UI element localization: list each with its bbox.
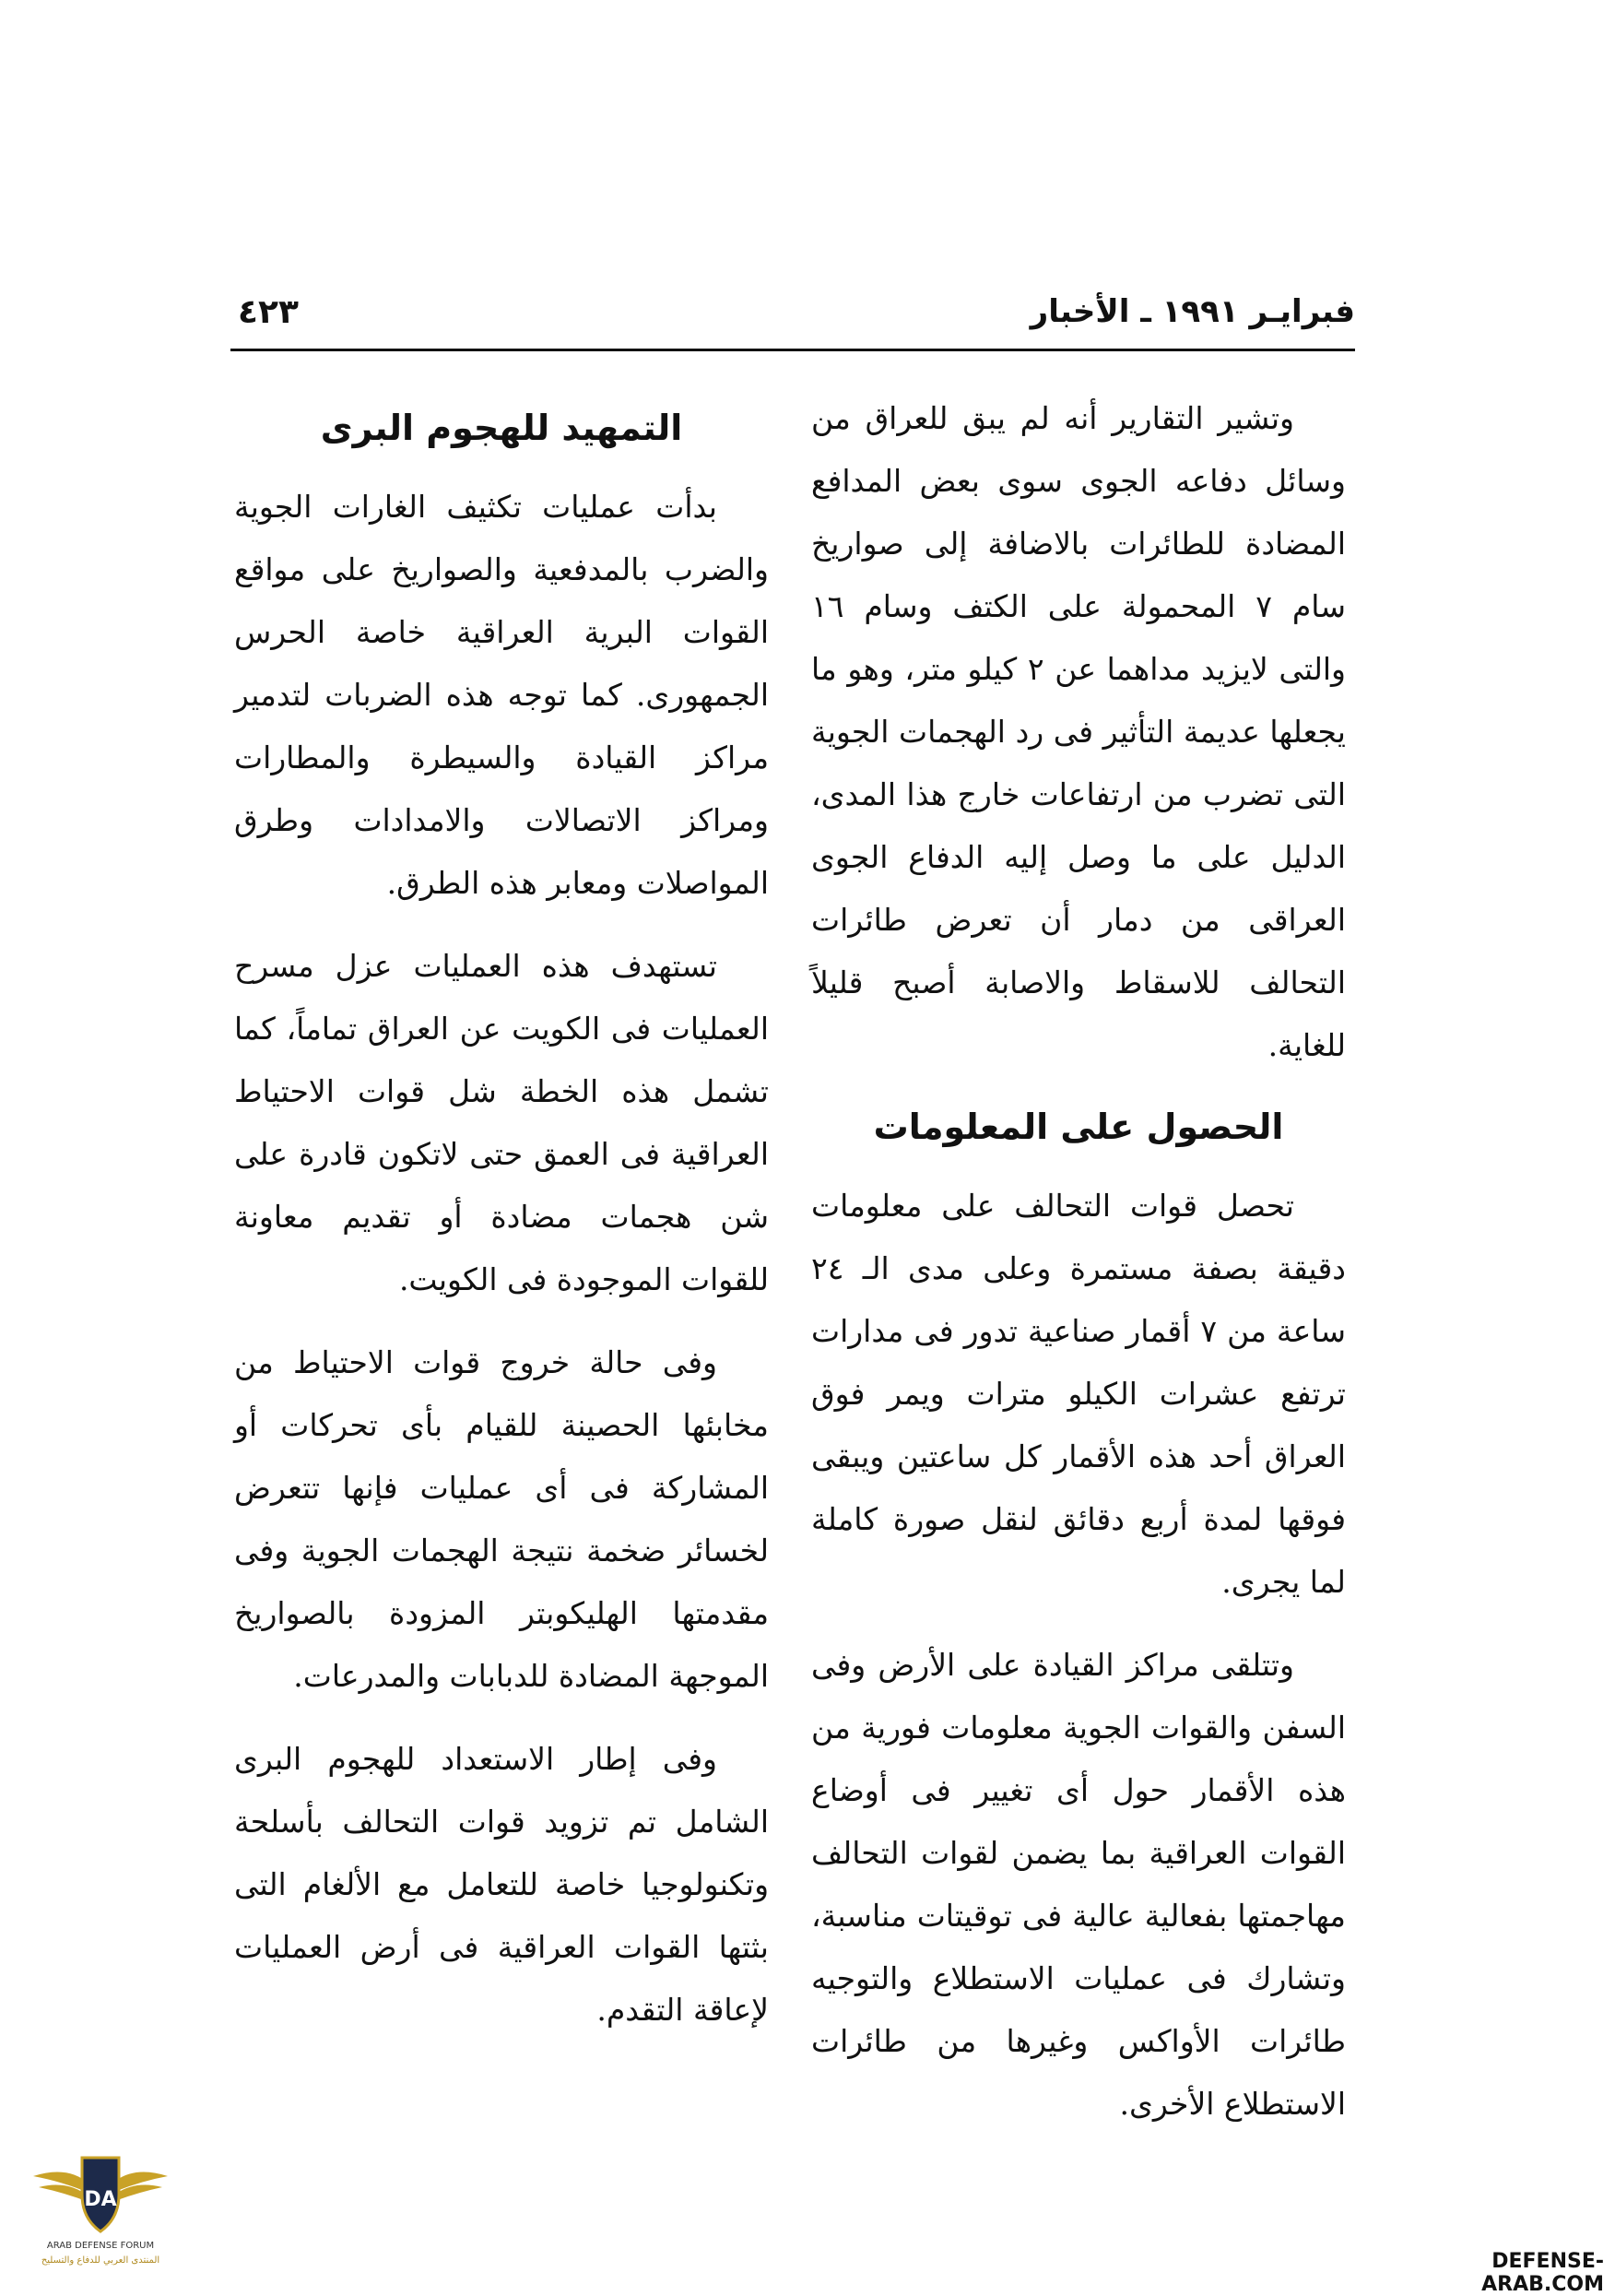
logo-brand-en: ARAB DEFENSE FORUM xyxy=(46,2241,155,2251)
running-header xyxy=(230,293,1355,351)
section-heading: الحصول على المعلومات xyxy=(873,1107,1284,1147)
paragraph: وفى إطار الاستعداد للهجوم البرى الشامل تم تزويد قوات التحالف بأسلحة وتكنولوجيا خاصة للتعامل مع الألغام التى بثتها القوات العراقية فى أرض العمليات لإعاقة التقدم. xyxy=(234,1741,769,2028)
header-title: فبرايـر ١٩٩١ ـ الأخبار xyxy=(1030,293,1355,330)
left-column xyxy=(234,387,769,2062)
section-heading: التمهيد للهجوم البرى xyxy=(320,408,683,448)
logo-brand-ar: المنتدى العربي للدفاع والتسليح xyxy=(41,2255,160,2266)
site-watermark: DEFENSE-ARAB.COM xyxy=(1481,2250,1604,2296)
forum-logo xyxy=(31,2148,170,2278)
eagle-shield-icon xyxy=(31,2148,170,2241)
right-column xyxy=(811,387,1346,2156)
paragraph: تستهدف هذه العمليات عزل مسرح العمليات فى الكويت عن العراق تماماً، كما تشمل هذه الخطة شل قوات الاحتياط العراقية فى العمق حتى لاتكون قادرة على شن هجمات مضادة أو تقديم معاونة للقوات الموجودة فى الكويت. xyxy=(234,948,769,1297)
page-number: ٤٢٣ xyxy=(238,293,299,331)
paragraph: وتتلقى مراكز القيادة على الأرض وفى السفن والقوات الجوية معلومات فورية من هذه الأقمار حول أى تغيير فى أوضاع القوات العراقية بما يضمن لقوات التحالف مهاجمتها بفعالية عالية فى توقيتات مناسبة، وتشارك فى عمليات الاستطلاع والتوجيه طائرات الأواكس وغيرها من طائرات الاستطلاع الأخرى. xyxy=(811,1647,1346,2122)
paragraph: تحصل قوات التحالف على معلومات دقيقة بصفة مستمرة وعلى مدى الـ ٢٤ ساعة من ٧ أقمار صناعية تدور فى مدارات ترتفع عشرات الكيلو مترات ويمر فوق العراق أحد هذه الأقمار كل ساعتين ويبقى فوقها لمدة أربع دقائق لنقل صورة كاملة لما يجرى. xyxy=(811,1188,1346,1600)
logo-letters: DA xyxy=(84,2188,117,2211)
paragraph: بدأت عمليات تكثيف الغارات الجوية والضرب بالمدفعية والصواريخ على مواقع القوات البرية العراقية خاصة الحرس الجمهورى. كما توجه هذه الضربات لتدمير مراكز القيادة والسيطرة والمطارات ومراكز الاتصالات والامدادات وطرق المواصلات ومعابر هذه الطرق. xyxy=(234,489,769,901)
paragraph: وفى حالة خروج قوات الاحتياط من مخابئها الحصينة للقيام بأى تحركات أو المشاركة فى أى عمليات فإنها تتعرض لخسائر ضخمة نتيجة الهجمات الجوية وفى مقدمتها الهليكوبتر المزودة بالصواريخ الموجهة المضادة للدبابات والمدرعات. xyxy=(234,1344,769,1694)
paragraph: وتشير التقارير أنه لم يبق للعراق من وسائل دفاعه الجوى سوى بعض المدافع المضادة للطائرات بالاضافة إلى صواريخ سام ٧ المحمولة على الكتف وسام ١٦ والتى لايزيد مداهما عن ٢ كيلو متر، وهو ما يجعلها عديمة التأثير فى رد الهجمات الجوية التى تضرب من ارتفاعات خارج هذا المدى، الدليل على ما وصل إليه الدفاع الجوى العراقى من دمار أن تعرض طائرات التحالف للاسقاط والاصابة أصبح قليلاً للغاية. xyxy=(811,400,1346,1063)
